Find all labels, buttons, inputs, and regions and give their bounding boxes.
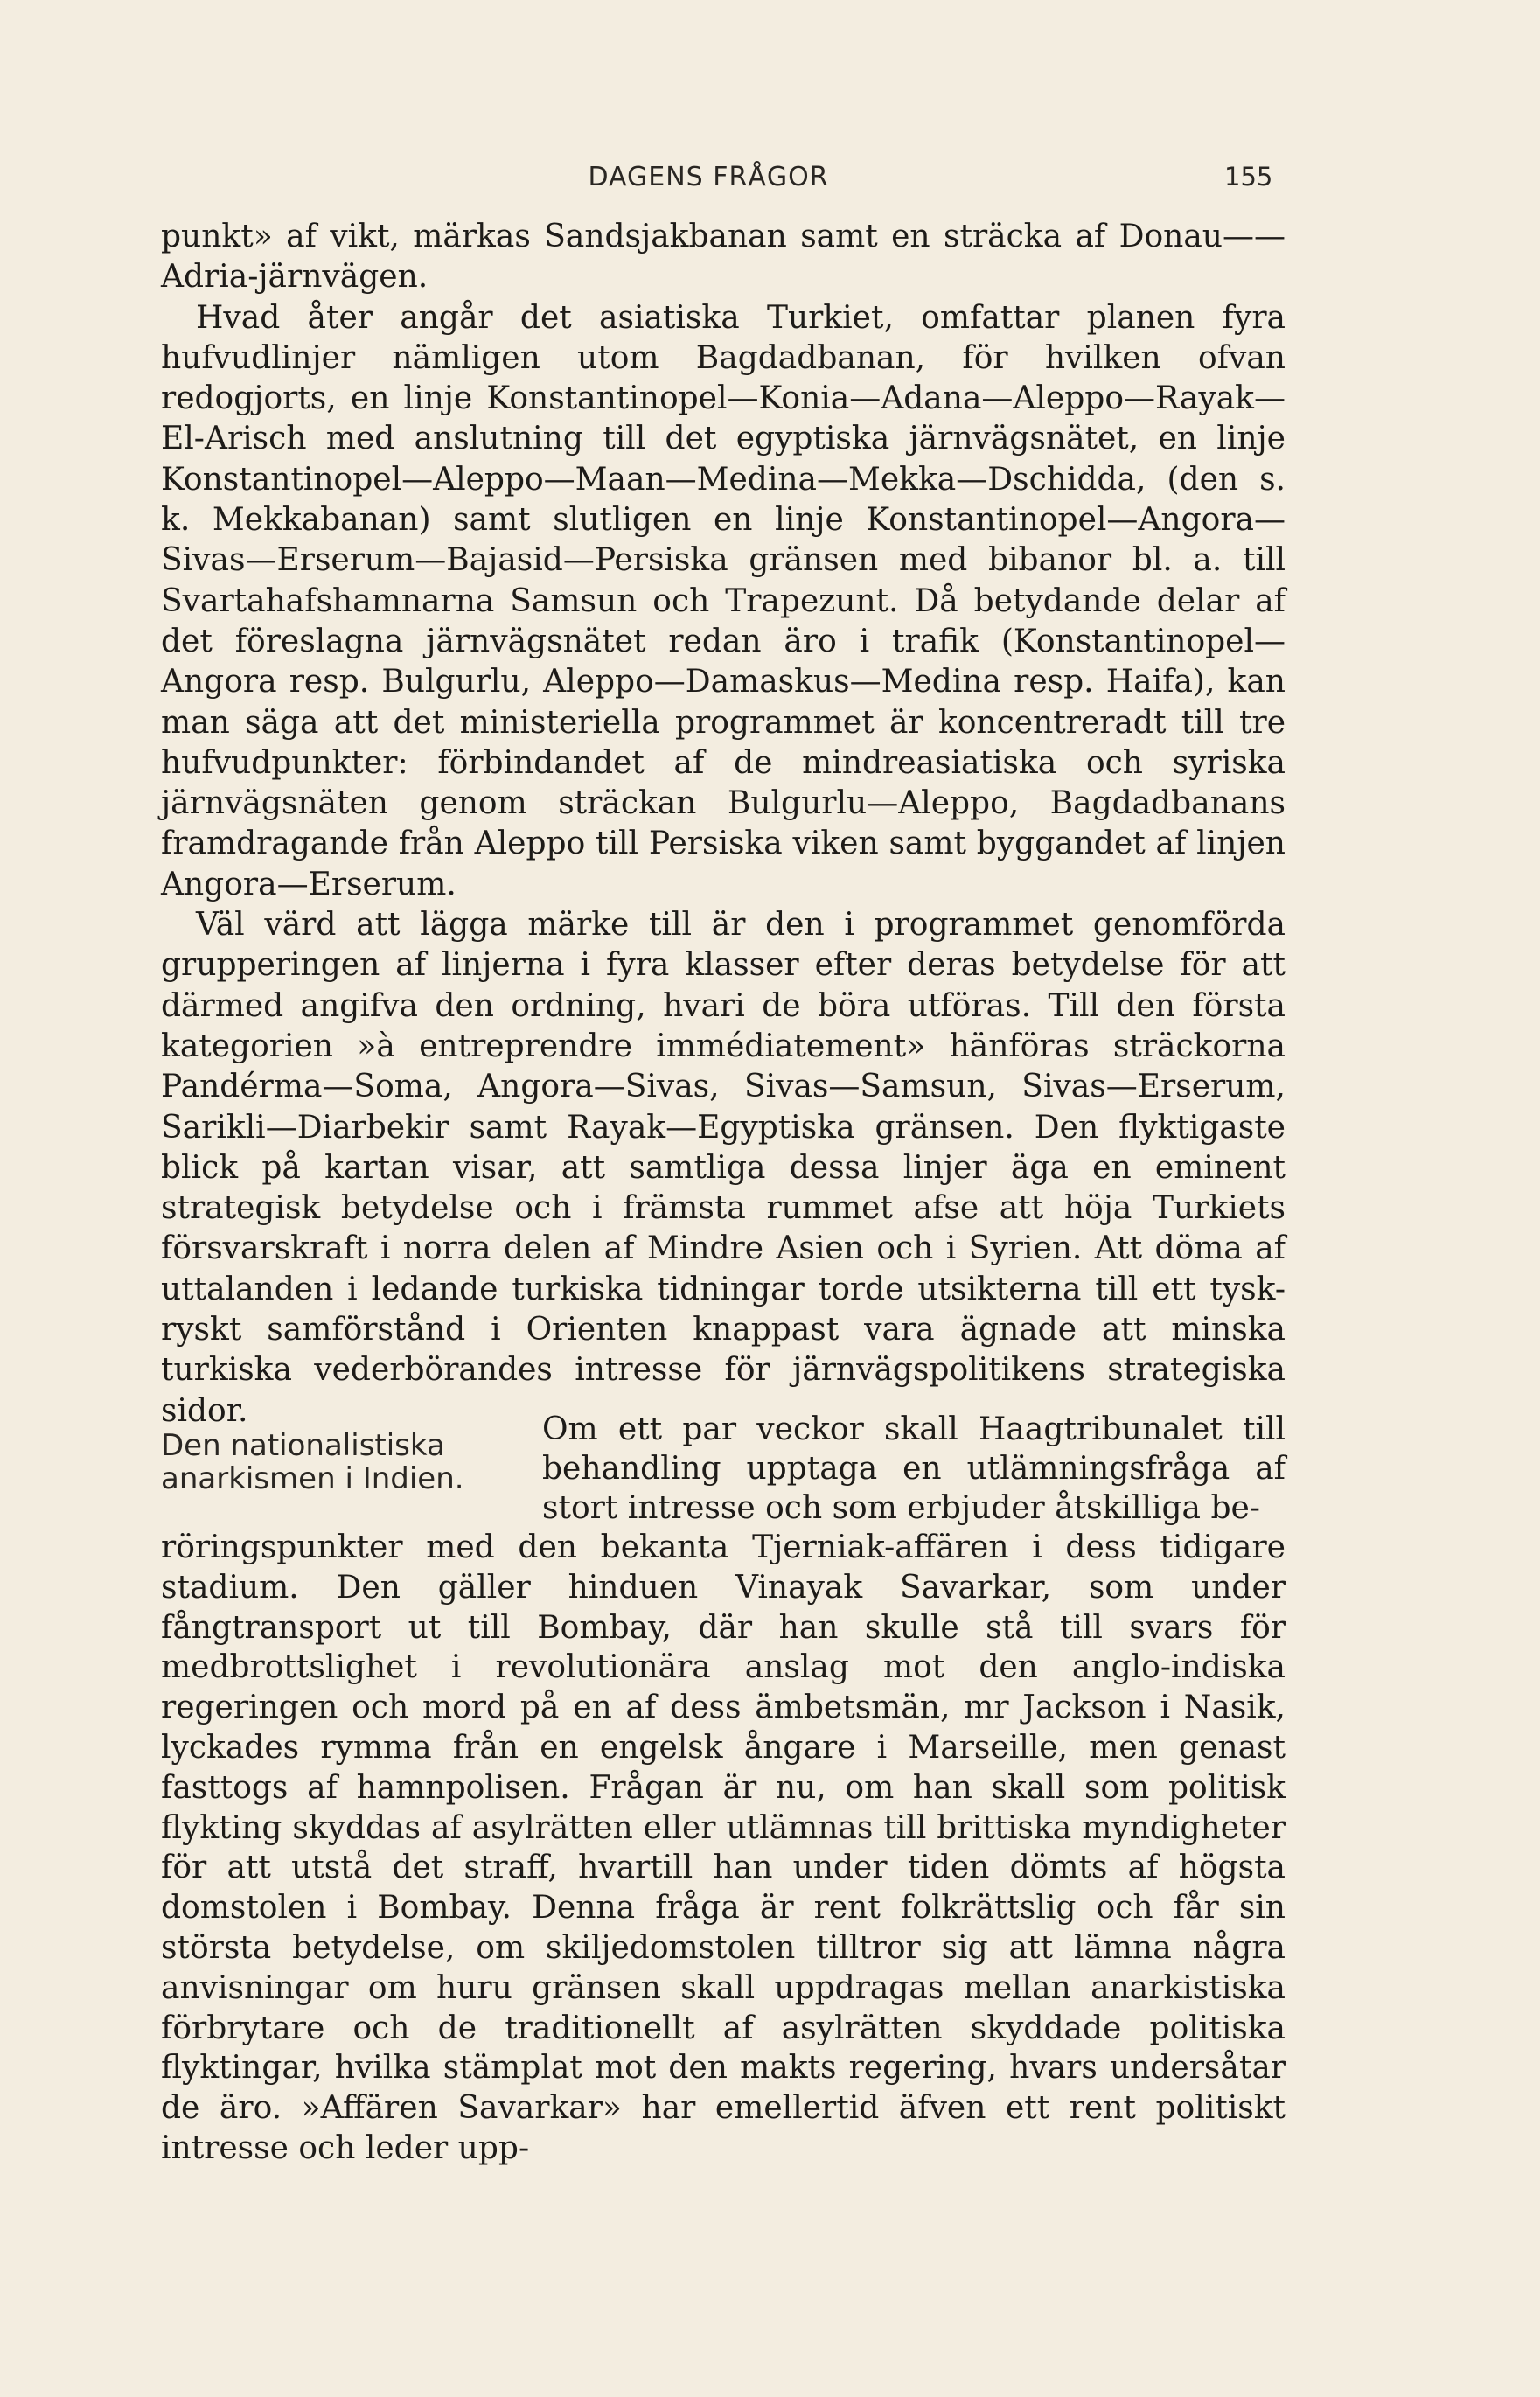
page-number: 155	[1224, 162, 1273, 192]
running-title: DAGENS FRÅGOR	[588, 162, 829, 192]
paragraph: Hvad åter angår det asiatiska Turkiet, omfattar planen fyra hufvudlinjer nämligen utom Bagdadbanan, för hvilken ofvan redogjorts, en linje Konstantinopel—Konia—Adana—Aleppo—Rayak—El-Arisch med anslutning till det egyptiska järnvägsnätet, en linje Konstantinopel—Aleppo—Maan—Medina—Mekka—Dschidda, (den s. k. Mekkabanan) samt slutligen en linje Konstantinopel—Angora—Sivas—Erserum—Bajasid—Persiska gränsen med bibanor bl. a. till Svartahafshamnarna Samsun och Trapezunt. Då betydande delar af det föreslagna järnvägsnätet redan äro i trafik (Konstantinopel—Angora resp. Bulgurlu, Aleppo—Damaskus—Medina resp. Haifa), kan man säga att det ministeriella programmet är koncentreradt till tre hufvudpunkter: förbindandet af de mindreasiatiska och syriska järnvägsnäten genom sträckan Bulgurlu—Aleppo, Bagdadbanans framdragande från Aleppo till Persiska viken samt byggandet af linjen Angora—Erserum.	[161, 299, 1286, 902]
section-side-heading: Den nationalistiska anarkismen i Indien.	[161, 1428, 464, 1496]
section-railway-text	[161, 217, 1286, 1432]
paragraph: Väl värd att lägga märke till är den i programmet genomförda grupperingen af linjerna i fyra klasser efter deras betydelse för att därmed angifva den ordning, hvari de böra utföras. Till den första kategorien »à entreprendre immédiatement» hänföras sträckorna Pandérma—Soma, Angora—Sivas, Sivas—Samsun, Sivas—Erserum, Sarikli—Diarbekir samt Rayak—Egyptiska gränsen. Den flyktigaste blick på kartan visar, att samtliga dessa linjer äga en eminent strategisk betydelse och i främsta rummet afse att höja Turkiets försvarskraft i norra delen af Mindre Asien och i Syrien. Att döma af uttalanden i ledande turkiska tidningar torde utsikterna till ett tysk-ryskt samförstånd i Orienten knappast vara ägnade att minska turkiska vederbörandes intresse för järnvägspolitikens strategiska sidor.	[161, 907, 1286, 1429]
paragraph: punkt» af vikt, märkas Sandsjakbanan samt en sträcka af Donau——Adria-järnvägen.	[161, 219, 1286, 296]
section-intro-text: Om ett par veckor skall Haagtribunalet till behandling upptaga en utlämningsfråga af stort intresse och som erbjuder åtskilliga be-	[542, 1411, 1286, 1526]
section-anarchism-text: röringspunkter med den bekanta Tjerniak-affären i dess tidigare stadium. Den gäller hinduen Vinayak Savarkar, som under fångtransport ut till Bombay, där han skulle stå till svars för medbrottslighet i revolutionära anslag mot den anglo-indiska regeringen och mord på en af dess ämbetsmän, mr Jackson i Nasik, lyckades rymma från en engelsk ångare i Marseille, men genast fasttogs af hamnpolisen. Frågan är nu, om han skall som politisk flykting skyddas af asylrätten eller utlämnas till brittiska myndigheter för att utstå det straff, hvartill han under tiden dömts af högsta domstolen i Bombay. Denna fråga är rent folkrättslig och får sin största betydelse, om skiljedomstolen tilltror sig att lämna några anvisningar om huru gränsen skall uppdragas mellan anarkistiska förbrytare och de traditionellt af asylrätten skyddade politiska flyktingar, hvilka stämplat mot den makts regering, hvars undersåtar de äro. »Affären Savarkar» har emellertid äfven ett rent politiskt intresse och leder upp-	[161, 1529, 1286, 2166]
